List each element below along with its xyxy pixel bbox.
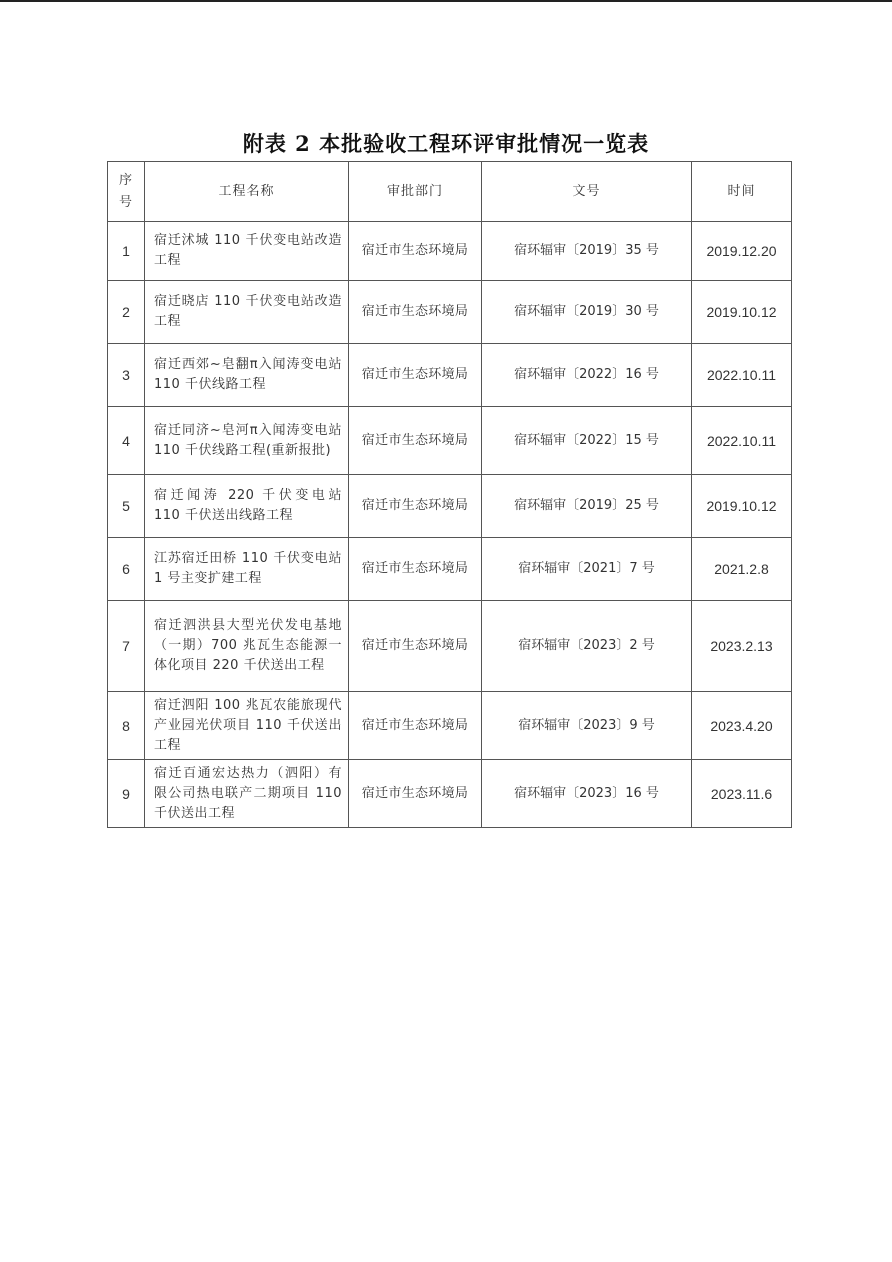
cell-project-name: 宿迁泗阳 100 兆瓦农能旅现代产业园光伏项目 110 千伏送出工程 xyxy=(145,692,349,760)
cell-approval-dept: 宿迁市生态环境局 xyxy=(349,692,482,760)
header-seq xyxy=(108,162,145,222)
cell-date: 2019.10.12 xyxy=(692,475,792,538)
cell-approval-dept: 宿迁市生态环境局 xyxy=(349,760,482,828)
table-row xyxy=(108,475,792,538)
cell-seq: 2 xyxy=(108,281,145,344)
cell-date: 2023.2.13 xyxy=(692,601,792,692)
cell-seq: 6 xyxy=(108,538,145,601)
cell-date: 2019.10.12 xyxy=(692,281,792,344)
cell-project-name: 宿迁同济~皂河π入闻涛变电站 110 千伏线路工程(重新报批) xyxy=(145,407,349,475)
table-row xyxy=(108,692,792,760)
approval-table xyxy=(107,161,792,828)
cell-date: 2019.12.20 xyxy=(692,222,792,281)
cell-document-number: 宿环辐审〔2019〕25 号 xyxy=(482,475,692,538)
cell-approval-dept: 宿迁市生态环境局 xyxy=(349,344,482,407)
cell-document-number: 宿环辐审〔2022〕16 号 xyxy=(482,344,692,407)
cell-seq: 1 xyxy=(108,222,145,281)
header-document-number: 文号 xyxy=(482,162,692,222)
cell-document-number: 宿环辐审〔2023〕2 号 xyxy=(482,601,692,692)
cell-date: 2023.4.20 xyxy=(692,692,792,760)
header-date: 时间 xyxy=(692,162,792,222)
cell-project-name: 宿迁西郊~皂翻π入闻涛变电站 110 千伏线路工程 xyxy=(145,344,349,407)
cell-seq: 4 xyxy=(108,407,145,475)
cell-document-number: 宿环辐审〔2023〕9 号 xyxy=(482,692,692,760)
cell-approval-dept: 宿迁市生态环境局 xyxy=(349,601,482,692)
table-row xyxy=(108,538,792,601)
table-row xyxy=(108,222,792,281)
document-title: 附表 2 本批验收工程环评审批情况一览表 xyxy=(242,131,650,156)
cell-document-number: 宿环辐审〔2023〕16 号 xyxy=(482,760,692,828)
cell-approval-dept: 宿迁市生态环境局 xyxy=(349,538,482,601)
cell-date: 2023.11.6 xyxy=(692,760,792,828)
table-header-row xyxy=(108,162,792,222)
header-approval-dept: 审批部门 xyxy=(349,162,482,222)
cell-project-name: 宿迁闻涛 220 千伏变电站 110 千伏送出线路工程 xyxy=(145,475,349,538)
cell-document-number: 宿环辐审〔2019〕30 号 xyxy=(482,281,692,344)
cell-date: 2022.10.11 xyxy=(692,407,792,475)
top-border-line xyxy=(0,0,892,2)
cell-approval-dept: 宿迁市生态环境局 xyxy=(349,222,482,281)
table-row xyxy=(108,760,792,828)
cell-document-number: 宿环辐审〔2019〕35 号 xyxy=(482,222,692,281)
cell-project-name: 宿迁晓店 110 千伏变电站改造工程 xyxy=(145,281,349,344)
cell-seq: 7 xyxy=(108,601,145,692)
cell-project-name: 宿迁沭城 110 千伏变电站改造工程 xyxy=(145,222,349,281)
cell-project-name: 宿迁百通宏达热力（泗阳）有限公司热电联产二期项目 110 千伏送出工程 xyxy=(145,760,349,828)
header-seq-line1: 序 xyxy=(118,172,133,188)
cell-seq: 3 xyxy=(108,344,145,407)
table-row xyxy=(108,281,792,344)
table-row xyxy=(108,407,792,475)
cell-approval-dept: 宿迁市生态环境局 xyxy=(349,407,482,475)
cell-document-number: 宿环辐审〔2022〕15 号 xyxy=(482,407,692,475)
header-project-name: 工程名称 xyxy=(145,162,349,222)
cell-date: 2022.10.11 xyxy=(692,344,792,407)
cell-project-name: 江苏宿迁田桥 110 千伏变电站 1 号主变扩建工程 xyxy=(145,538,349,601)
table-row xyxy=(108,344,792,407)
table-row xyxy=(108,601,792,692)
header-seq-line2: 号 xyxy=(118,194,133,210)
cell-approval-dept: 宿迁市生态环境局 xyxy=(349,281,482,344)
cell-seq: 5 xyxy=(108,475,145,538)
cell-project-name: 宿迁泗洪县大型光伏发电基地（一期）700 兆瓦生态能源一体化项目 220 千伏送出工程 xyxy=(145,601,349,692)
cell-seq: 8 xyxy=(108,692,145,760)
cell-date: 2021.2.8 xyxy=(692,538,792,601)
cell-approval-dept: 宿迁市生态环境局 xyxy=(349,475,482,538)
cell-document-number: 宿环辐审〔2021〕7 号 xyxy=(482,538,692,601)
cell-seq: 9 xyxy=(108,760,145,828)
